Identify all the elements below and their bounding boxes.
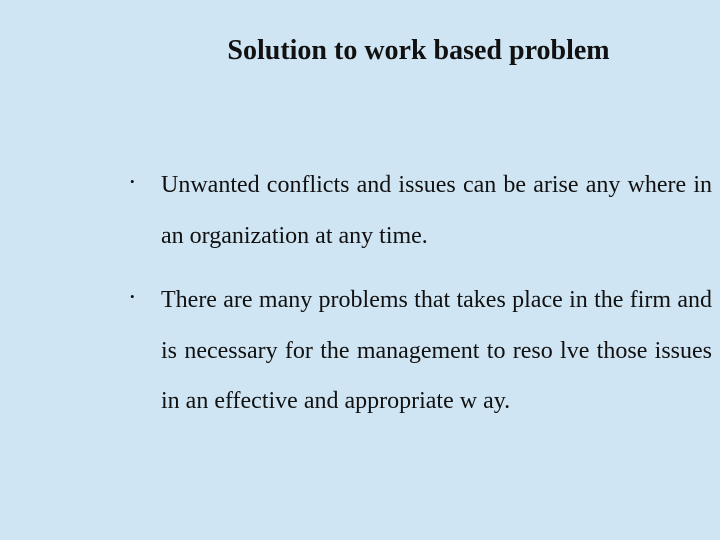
bullet-point-icon: • <box>130 289 135 304</box>
bullet-item <box>130 275 712 427</box>
bullet-list <box>130 160 712 441</box>
slide-title: Solution to work based problem <box>227 35 610 66</box>
bullet-point-icon: • <box>130 174 135 189</box>
bullet-text: Unwanted conflicts and issues can be arise any where in an organization at any time. <box>161 172 712 249</box>
bullet-text: There are many problems that takes place in the firm and is necessary for the management to reso lve those issues in an effective and appropriate w ay. <box>161 287 712 414</box>
bullet-item <box>130 160 712 261</box>
